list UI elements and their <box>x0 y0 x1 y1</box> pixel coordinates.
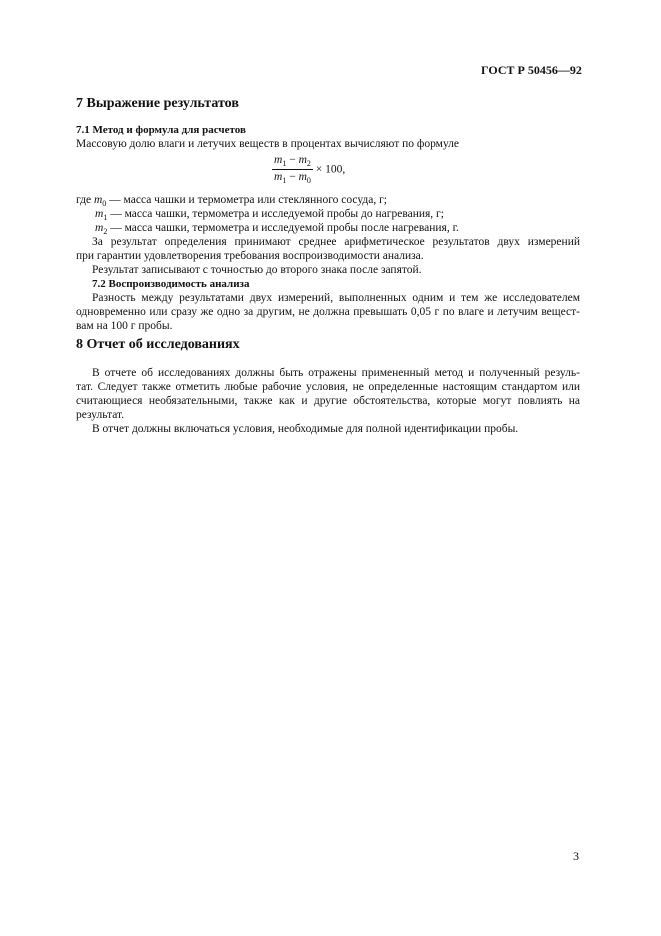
formula-numerator: $m_1 - m_2$ <box>274 154 311 168</box>
where-line-m0: где $m_0$ — масса чашки и термометра или стеклянного сосуда, г; <box>76 194 387 208</box>
report-conditions-paragraph: В отчет должны включаться условия, необходимые для полной идентификации пробы. <box>92 423 519 435</box>
section-7-title: 7 Выражение результатов <box>76 96 239 111</box>
formula-denominator: $m_1 - m_0$ <box>274 171 311 185</box>
formula <box>272 154 345 185</box>
report-paragraph-line-4: результат. <box>76 409 125 421</box>
report-paragraph-line-1: В отчете об исследованиях должны быть отражены примененный метод и полученный резуль- <box>92 367 580 379</box>
result-precision-line: Результат записывают с точностью до второго знака после запятой. <box>92 264 422 276</box>
subsection-7-1-intro: Массовую долю влаги и летучих веществ в процентах вычисляют по формуле <box>76 138 460 150</box>
result-paragraph-line-2: при гарантии удовлетворения требования воспроизводимости анализа. <box>76 250 424 262</box>
subsection-7-2-title: 7.2 Воспроизводимость анализа <box>92 278 250 290</box>
where-line-m2: $m_2$ — масса чашки, термометра и исследуемой пробы после нагревания, г. <box>95 222 459 236</box>
reproducibility-line-3: вам на 100 г пробы. <box>76 320 173 332</box>
section-8-title: 8 Отчет об исследованиях <box>76 337 240 352</box>
document-code-header: ГОСТ Р 50456—92 <box>481 63 582 77</box>
formula-multiplier: × 100, <box>315 163 346 176</box>
report-paragraph-line-2: тат. Следует также отметить любые рабочие условия, не определенные настоящим стандартом или <box>76 381 580 393</box>
formula-fraction <box>272 154 313 185</box>
reproducibility-line-2: одновременно или сразу же одно за другим, не должна превышать 0,05 г по влаге и летучим вещест- <box>76 306 580 318</box>
reproducibility-line-1: Разность между результатами двух измерений, выполненных одним и тем же исследователем <box>92 292 580 304</box>
where-line-m1: $m_1$ — масса чашки, термометра и исследуемой пробы до нагревания, г; <box>95 208 444 222</box>
page-number: 3 <box>573 849 579 863</box>
subsection-7-1-title: 7.1 Метод и формула для расчетов <box>76 124 246 136</box>
result-paragraph-line-1: За результат определения принимают среднее арифметическое результатов двух измерений <box>92 236 580 248</box>
report-paragraph-line-3: считающиеся необязательными, также как и другие обстоятельства, которые могут повлиять на <box>76 395 580 407</box>
